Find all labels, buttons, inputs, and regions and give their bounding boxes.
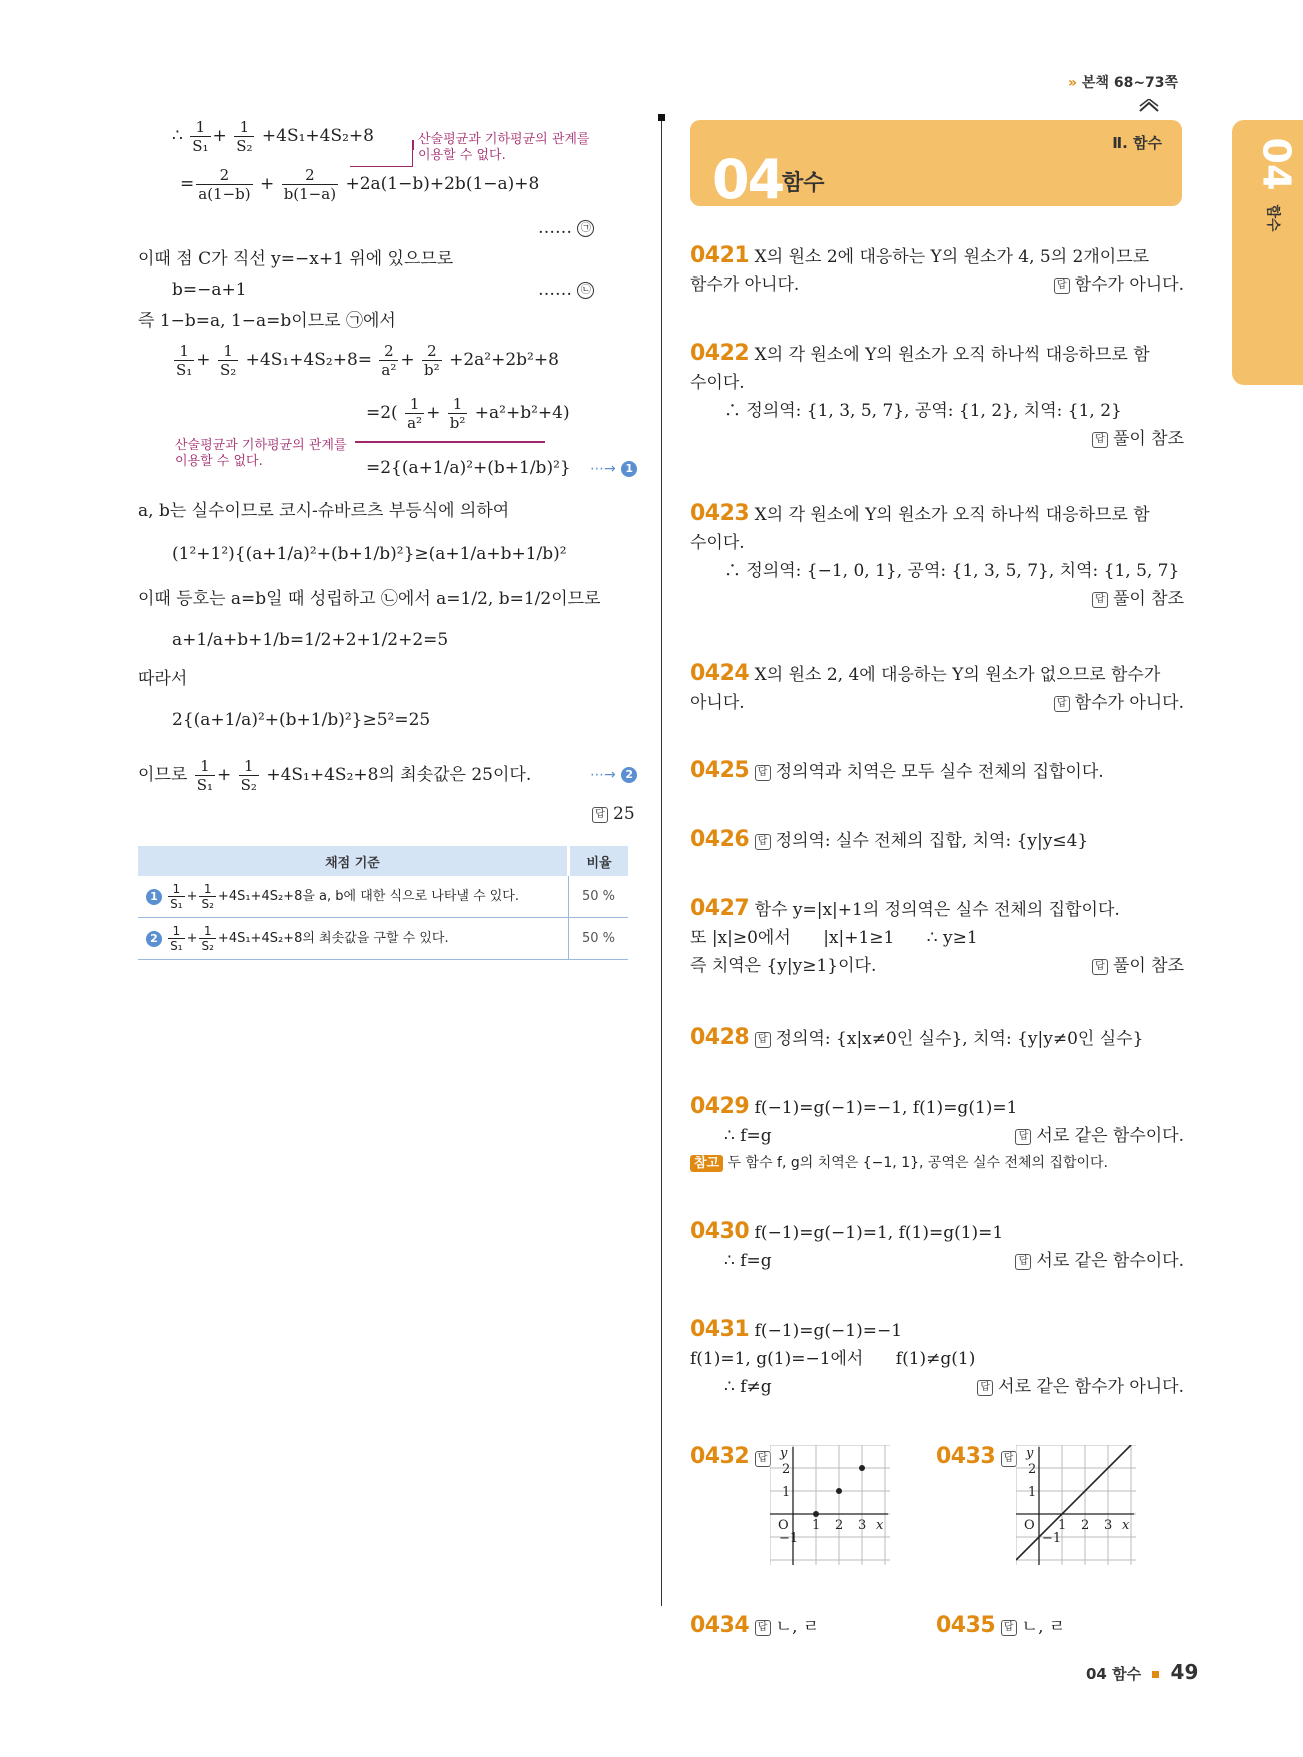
score-frac-2b: $\frac{1}{\text{S₂}}$ xyxy=(201,924,214,953)
left-eq7: a+1/a+b+1/b=1/2+2+1/2+2=5 xyxy=(172,630,449,650)
scoring-mark-1: 1 xyxy=(621,461,637,477)
score-row-mark-2: 2 xyxy=(146,931,162,947)
problem-answer: ㄴ, ㄹ xyxy=(775,1617,820,1637)
tick-x2: 2 xyxy=(1081,1518,1090,1533)
problem-line: 또 |x|≥0에서 |x|+1≥1 ∴ y≥1 xyxy=(690,928,978,948)
tick-x3: 3 xyxy=(858,1518,867,1533)
problem-number: 0421 xyxy=(690,243,750,268)
y-label: y xyxy=(780,1446,788,1461)
problem-number: 0423 xyxy=(690,501,750,526)
problem-number: 0425 xyxy=(690,758,750,783)
line-h-post: +4S₁+4S₂+8의 최솟값은 25이다. xyxy=(266,765,532,785)
frac-eq3-s2: $\frac{1}{\text{S₂}}$ xyxy=(219,342,237,379)
double-chevron-icon: » xyxy=(1068,75,1078,91)
page-number: 49 xyxy=(1170,1660,1199,1684)
tick-x1: 1 xyxy=(1058,1518,1067,1533)
problem-0429 xyxy=(690,1093,1184,1177)
frac-1-s1: $\frac{1}{\text{S₁}}$ xyxy=(192,118,209,155)
frac-eq3-a2: $\frac{2}{\text{a²}}$ xyxy=(381,342,397,379)
answer-icon: 답 xyxy=(592,807,608,823)
footer-chapter: 04 함수 xyxy=(1086,1665,1142,1683)
problem-answer: 풀이 참조 xyxy=(1112,429,1184,449)
y-label: y xyxy=(1026,1446,1034,1461)
answer-icon: 답 xyxy=(1054,696,1070,712)
problem-line: f(−1)=g(−1)=−1, f(1)=g(1)=1 xyxy=(754,1098,1018,1118)
graph-0432-svg xyxy=(770,1445,890,1567)
ref-text: 본책 68~73쪽 xyxy=(1081,75,1179,91)
note1-line1: 산술평균과 기하평균의 관계를 xyxy=(418,132,590,147)
problem-number: 0432 xyxy=(690,1444,750,1469)
answer-icon: 답 xyxy=(1092,592,1108,608)
origin-label: O xyxy=(778,1518,789,1533)
problem-number: 0430 xyxy=(690,1219,750,1244)
frac-eq4-b2: $\frac{1}{\text{b²}}$ xyxy=(449,395,466,432)
problem-0421 xyxy=(690,242,1184,299)
left-answer xyxy=(592,800,635,828)
problem-line: 수이다. xyxy=(690,533,745,553)
tick-x3: 3 xyxy=(1104,1518,1113,1533)
left-eq3: $\frac{1}{\text{S₁}}$ + $\frac{1}{\text{S₂}}$ +4S₁+4S₂+8= $\frac{2}{\text{a²}}$ + $\frac{2}{\text{b²}}$ +2a²+2b²+8 xyxy=(176,342,559,379)
page-reference xyxy=(1068,72,1178,92)
frac-eq4-a2: $\frac{1}{\text{a²}}$ xyxy=(407,395,423,432)
mark-b-row xyxy=(538,276,594,304)
problem-answer: 서로 같은 함수이다. xyxy=(1036,1251,1184,1271)
problem-0433 xyxy=(936,1443,1022,1472)
problem-line: ∴ 정의역: {−1, 0, 1}, 공역: {1, 3, 5, 7}, 치역: {1, 5, 7} xyxy=(724,561,1180,581)
problem-line: 함수 y=|x|+1의 정의역은 실수 전체의 집합이다. xyxy=(754,900,1120,920)
score-table-wrap xyxy=(138,846,628,960)
mark-a-row xyxy=(538,214,594,242)
point-2-2 xyxy=(836,1488,842,1494)
problem-answer: 정의역: 실수 전체의 집합, 치역: {y|y≤4} xyxy=(775,831,1089,851)
answer-icon: 답 xyxy=(1092,959,1108,975)
problem-0425 xyxy=(690,757,1104,786)
line-c: 이때 점 C가 직선 y=−x+1 위에 있으므로 xyxy=(138,249,454,269)
frac-1-s2: $\frac{1}{\text{S₂}}$ xyxy=(236,118,253,155)
problem-answer: ㄴ, ㄹ xyxy=(1021,1617,1066,1637)
eq-b: b=−a+1 xyxy=(172,280,247,300)
score-frac-2a: $\frac{1}{\text{S₁}}$ xyxy=(170,924,183,953)
problem-line: 함수가 아니다. xyxy=(690,275,800,295)
chapter-tag: Ⅱ. 함수 xyxy=(1112,134,1162,152)
problem-answer: 풀이 참조 xyxy=(1112,956,1184,976)
score-criteria-1: 1 $\frac{1}{\text{S₁}}$ + $\frac{1}{\text{S₂}}$ +4S₁+4S₂+8을 a, b에 대한 식으로 나타낼 수 있다. xyxy=(138,876,569,918)
therefore-symbol: ∴ xyxy=(172,126,183,146)
tick-y1: 1 xyxy=(1028,1485,1037,1500)
tick-y-neg1: −1 xyxy=(1042,1531,1062,1546)
note-text: 두 함수 f, g의 치역은 {−1, 1}, 공역은 실수 전체의 집합이다. xyxy=(727,1155,1109,1171)
x-label: x xyxy=(876,1518,884,1533)
side-tab-label: 함수 xyxy=(1264,204,1281,232)
left-eq1: ∴ $\frac{1}{\text{S₁}}$ + $\frac{1}{\text{S₂}}$ +4S₁+4S₂+8 xyxy=(172,118,374,155)
note2 xyxy=(175,438,347,470)
table-row xyxy=(138,918,628,960)
arrow-2-icon: ⋯→ xyxy=(590,767,616,783)
score-table xyxy=(138,846,628,960)
problem-answer: 정의역: {x|x≠0인 실수}, 치역: {y|y≠0인 실수} xyxy=(775,1029,1144,1049)
problem-0427 xyxy=(690,895,1184,980)
left-eq8: 2{(a+1/a)²+(b+1/b)²}≥5²=25 xyxy=(172,710,431,730)
graph-0432 xyxy=(770,1445,890,1571)
problem-0422 xyxy=(690,340,1184,453)
left-eq5: =2{(a+1/a)²+(b+1/b)²} xyxy=(366,458,571,478)
side-tab-number: 04 xyxy=(1254,137,1299,191)
problem-line: X의 각 원소에 Y의 원소가 오직 하나씩 대응하므로 함 xyxy=(754,345,1150,365)
tick-y-neg1: −1 xyxy=(779,1531,799,1546)
frac-h-s1: $\frac{1}{\text{S₁}}$ xyxy=(196,757,213,794)
left-eq4: =2( $\frac{1}{\text{a²}}$ + $\frac{1}{\text{b²}}$ +a²+b²+4) xyxy=(366,395,570,432)
frac-eq3-b2: $\frac{2}{\text{b²}}$ xyxy=(424,342,440,379)
problem-line: ∴ f≠g xyxy=(724,1377,772,1397)
score-ratio-1: 50 % xyxy=(569,876,629,918)
tick-x2: 2 xyxy=(835,1518,844,1533)
problem-number: 0428 xyxy=(690,1025,750,1050)
answer-icon: 답 xyxy=(1092,432,1108,448)
problem-0424 xyxy=(690,660,1184,717)
eq1-tail: +4S₁+4S₂+8 xyxy=(261,126,374,146)
problem-line: X의 원소 2에 대응하는 Y의 원소가 4, 5의 2개이므로 xyxy=(754,247,1150,267)
dots-a: …… xyxy=(538,218,572,238)
answer-icon: 답 xyxy=(1054,278,1070,294)
problem-number: 0435 xyxy=(936,1613,996,1638)
circle-mark-a: ㉠ xyxy=(577,220,594,237)
problem-answer: 서로 같은 함수이다. xyxy=(1036,1126,1184,1146)
frac-h-s2: $\frac{1}{\text{S₂}}$ xyxy=(240,757,257,794)
origin-label: O xyxy=(1024,1518,1035,1533)
line-f: 이때 등호는 a=b일 때 성립하고 ㉡에서 a=1/2, b=1/2이므로 xyxy=(138,589,601,609)
answer-icon: 답 xyxy=(755,765,771,781)
problem-number: 0429 xyxy=(690,1094,750,1119)
mark1-row xyxy=(590,454,637,483)
problem-answer: 정의역과 치역은 모두 실수 전체의 집합이다. xyxy=(775,762,1104,782)
frac-eq2-a: $\frac{2}{a(1-b)}$ xyxy=(198,166,251,203)
score-text-2: +4S₁+4S₂+8의 최솟값을 구할 수 있다. xyxy=(217,931,449,946)
tick-y2: 2 xyxy=(1028,1462,1037,1477)
eq2-tail: +2a(1−b)+2b(1−a)+8 xyxy=(345,174,540,194)
problem-0423 xyxy=(690,500,1184,613)
answer-icon: 답 xyxy=(1015,1254,1031,1270)
line-d: 즉 1−b=a, 1−a=b이므로 ㉠에서 xyxy=(138,311,396,331)
problem-line: ∴ f=g xyxy=(724,1251,772,1271)
column-divider xyxy=(661,116,662,1606)
point-1-1 xyxy=(813,1511,819,1517)
problem-0435 xyxy=(936,1612,1065,1641)
line-e: a, b는 실수이므로 코시-슈바르츠 부등식에 의하여 xyxy=(138,501,510,521)
problem-number: 0426 xyxy=(690,827,750,852)
score-ratio-2: 50 % xyxy=(569,918,629,960)
problem-0434 xyxy=(690,1612,819,1641)
score-frac-1b: $\frac{1}{\text{S₂}}$ xyxy=(201,882,214,911)
left-eq2: = $\frac{2}{a(1-b)}$ + $\frac{2}{b(1-a)}$ +2a(1−b)+2b(1−a)+8 xyxy=(180,166,540,203)
scoring-mark-2: 2 xyxy=(621,767,637,783)
line-h-pre: 이므로 xyxy=(138,765,188,785)
problem-0430 xyxy=(690,1218,1184,1275)
chapter-title: 함수 xyxy=(782,171,825,196)
problem-number: 0433 xyxy=(936,1444,996,1469)
line-h: 이므로 $\frac{1}{\text{S₁}}$ + $\frac{1}{\text{S₂}}$ +4S₁+4S₂+8의 최솟값은 25이다. xyxy=(138,757,532,794)
problem-number: 0431 xyxy=(690,1317,750,1342)
problem-0432 xyxy=(690,1443,776,1472)
side-tab xyxy=(1232,120,1303,385)
problem-0428 xyxy=(690,1024,1143,1053)
chapter-banner xyxy=(690,120,1182,211)
left-eq6: (1²+1²){(a+1/a)²+(b+1/b)²}≥(a+1/a+b+1/b)² xyxy=(172,544,567,564)
note2-line1: 산술평균과 기하평균의 관계를 xyxy=(175,438,347,453)
tick-y1: 1 xyxy=(782,1485,791,1500)
problem-answer: 풀이 참조 xyxy=(1112,589,1184,609)
note2-line xyxy=(355,441,545,443)
score-head-ratio: 비율 xyxy=(569,846,629,876)
tick-y2: 2 xyxy=(782,1462,791,1477)
eq4-start: =2( xyxy=(366,403,398,423)
tick-x1: 1 xyxy=(812,1518,821,1533)
graph-0433-svg xyxy=(1016,1445,1136,1567)
problem-line: X의 각 원소에 Y의 원소가 오직 하나씩 대응하므로 함 xyxy=(754,505,1150,525)
problem-line: f(−1)=g(−1)=−1 xyxy=(754,1321,903,1341)
answer-icon: 답 xyxy=(1015,1129,1031,1145)
note1-line2: 이용할 수 없다. xyxy=(418,148,506,163)
frac-eq2-b: $\frac{2}{b(1-a)}$ xyxy=(283,166,337,203)
problem-line: ∴ f=g xyxy=(724,1126,772,1146)
score-head-criteria: 채점 기준 xyxy=(138,846,569,876)
table-row xyxy=(138,876,628,918)
answer-icon: 답 xyxy=(755,1032,771,1048)
note2-line2: 이용할 수 없다. xyxy=(175,454,263,469)
line-g: 따라서 xyxy=(138,669,188,689)
divider-cap xyxy=(658,114,665,121)
graph-0433 xyxy=(1016,1445,1136,1571)
point-3-3 xyxy=(859,1465,865,1471)
arrow-1-icon: ⋯→ xyxy=(590,461,616,477)
dots-b: …… xyxy=(538,280,572,300)
x-label: x xyxy=(1122,1518,1130,1533)
answer-icon: 답 xyxy=(1001,1451,1017,1467)
eq3-end: +2a²+2b²+8 xyxy=(449,350,559,370)
chapter-number: 04 xyxy=(712,148,784,211)
problem-number: 0427 xyxy=(690,896,750,921)
note1-bracket xyxy=(350,142,413,167)
problem-line: X의 원소 2, 4에 대응하는 Y의 원소가 없으므로 함수가 xyxy=(754,665,1161,685)
problem-line: f(1)=1, g(1)=−1에서 f(1)≠g(1) xyxy=(690,1349,976,1369)
mark2-row xyxy=(590,760,637,789)
problem-0426 xyxy=(690,826,1088,855)
answer-icon: 답 xyxy=(977,1380,993,1396)
problem-line: ∴ 정의역: {1, 3, 5, 7}, 공역: {1, 2}, 치역: {1, 2} xyxy=(724,401,1122,421)
footer xyxy=(1086,1660,1198,1684)
chevron-up-icon xyxy=(1138,98,1160,112)
eq3-tail: +4S₁+4S₂+8= xyxy=(245,350,373,370)
problem-line: 즉 치역은 {y|y≥1}이다. xyxy=(690,956,877,976)
problem-number: 0434 xyxy=(690,1613,750,1638)
problem-line: f(−1)=g(−1)=1, f(1)=g(1)=1 xyxy=(754,1223,1004,1243)
answer-value: 25 xyxy=(613,804,635,824)
answer-icon: 답 xyxy=(1001,1620,1017,1636)
answer-icon: 답 xyxy=(755,834,771,850)
problem-answer: 함수가 아니다. xyxy=(1074,693,1184,713)
problem-line: 아니다. xyxy=(690,693,745,713)
frac-eq3-s1: $\frac{1}{\text{S₁}}$ xyxy=(176,342,193,379)
problem-answer: 함수가 아니다. xyxy=(1074,275,1184,295)
footer-square-icon xyxy=(1152,1671,1159,1678)
score-criteria-2: 2 $\frac{1}{\text{S₁}}$ + $\frac{1}{\text{S₂}}$ +4S₁+4S₂+8의 최솟값을 구할 수 있다. xyxy=(138,918,569,960)
problem-answer: 서로 같은 함수가 아니다. xyxy=(998,1377,1184,1397)
problem-number: 0422 xyxy=(690,341,750,366)
problem-0431 xyxy=(690,1316,1184,1401)
score-frac-1a: $\frac{1}{\text{S₁}}$ xyxy=(170,882,183,911)
score-text-1: +4S₁+4S₂+8을 a, b에 대한 식으로 나타낼 수 있다. xyxy=(217,889,520,904)
problem-line: 수이다. xyxy=(690,373,745,393)
circle-mark-b: ㉡ xyxy=(577,282,594,299)
eq4-end: +a²+b²+4) xyxy=(474,403,570,423)
problem-number: 0424 xyxy=(690,661,750,686)
answer-icon: 답 xyxy=(755,1620,771,1636)
note1 xyxy=(418,132,590,164)
note1-bracket-top xyxy=(412,140,414,150)
score-row-mark-1: 1 xyxy=(146,889,162,905)
answer-icon: 답 xyxy=(755,1451,771,1467)
note-tag: 참고 xyxy=(690,1155,723,1172)
